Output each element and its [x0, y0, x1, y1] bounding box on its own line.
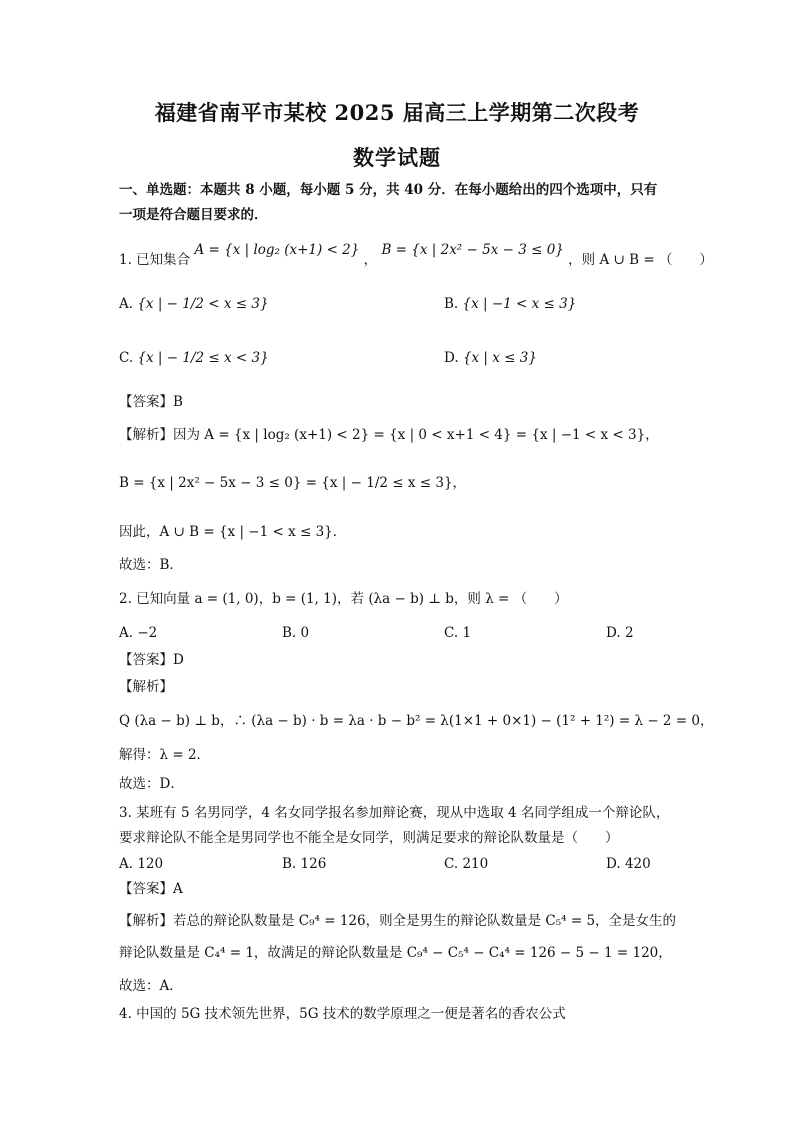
option-label: A. — [119, 856, 134, 872]
option-label: B. — [282, 856, 297, 872]
q1-option-d — [444, 348, 537, 368]
section-heading-line2: 一项是符合题目要求的． — [119, 207, 268, 223]
option-text: 126 — [300, 856, 327, 872]
q2-option-b — [282, 623, 309, 643]
option-text: 2 — [624, 625, 634, 641]
q2-choice: 故选：D． — [119, 776, 184, 792]
document-title: 福建省南平市某校 2025 届高三上学期第二次段考 — [154, 100, 640, 125]
option-text: 420 — [624, 856, 651, 872]
q2-answer: 【答案】D — [119, 652, 184, 668]
q3-option-c — [444, 854, 488, 874]
option-text: {x | − 1/2 ≤ x < 3} — [137, 350, 269, 366]
option-text: 120 — [137, 856, 164, 872]
q2-option-d — [606, 623, 634, 643]
option-label: D. — [444, 350, 459, 366]
document-subtitle: 数学试题 — [353, 145, 441, 170]
q2-analysis-label: 【解析】 — [119, 679, 173, 695]
q2-analysis-line1: Q (λa − b) ⊥ b，∴ (λa − b) · b = λa · b − b² = λ(1×1 + 0×1) − (1² + 1²) = λ − 2 = 0， — [119, 713, 714, 729]
q4-stem: 4. 中国的 5G 技术领先世界，5G 技术的数学原理之一便是著名的香农公式 — [119, 1006, 566, 1022]
q1-answer: 【答案】B — [119, 394, 183, 410]
option-label: D. — [606, 856, 621, 872]
option-label: D. — [606, 625, 621, 641]
q3-stem-line2: 要求辩论队不能全是男同学也不能全是女同学，则满足要求的辩论队数量是（ ） — [119, 830, 619, 846]
option-text: 1 — [462, 625, 472, 641]
option-text: 0 — [300, 625, 310, 641]
q1-stem-suffix: ，则 A ∪ B = （ ） — [568, 252, 713, 268]
q2-option-c — [444, 623, 471, 643]
q1-stem — [119, 242, 713, 270]
q1-stem-prefix: 1. 已知集合 — [119, 252, 191, 268]
option-text: {x | − 1/2 < x ≤ 3} — [137, 296, 269, 312]
option-label: A. — [119, 625, 134, 641]
q2-stem: 2. 已知向量 a = (1, 0)，b = (1, 1)，若 (λa − b) ⊥ b，则 λ = （ ） — [119, 591, 568, 607]
q3-stem-line1: 3. 某班有 5 名男同学，4 名女同学报名参加辩论赛，现从中选取 4 名同学组成一个辩论队， — [119, 805, 670, 821]
section-heading-line1: 一、单选题：本题共 8 小题，每小题 5 分，共 40 分．在每小题给出的四个选项中，只有 — [119, 182, 658, 198]
q3-analysis-line2: 辩论队数量是 C₄⁴ = 1，故满足的辩论队数量是 C₉⁴ − C₅⁴ − C₄⁴ = 126 − 5 − 1 = 120， — [119, 945, 672, 961]
option-text: −2 — [137, 625, 158, 641]
q3-option-a — [119, 854, 163, 874]
q3-analysis-line1: 【解析】若总的辩论队数量是 C₉⁴ = 126，则全是男生的辩论队数量是 C₅⁴ = 5，全是女生的 — [119, 913, 677, 929]
q3-option-b — [282, 854, 326, 874]
option-text: 210 — [462, 856, 489, 872]
q3-choice: 故选：A． — [119, 978, 183, 994]
q1-analysis-line3: 因此，A ∪ B = {x | −1 < x ≤ 3}． — [119, 524, 347, 540]
option-label: C. — [119, 350, 134, 366]
q1-analysis-line1: 【解析】因为 A = {x | log₂ (x+1) < 2} = {x | 0 < x+1 < 4} = {x | −1 < x < 3}， — [119, 427, 659, 443]
q1-analysis-line2: B = {x | 2x² − 5x − 3 ≤ 0} = {x | − 1/2 ≤ x ≤ 3}， — [119, 475, 467, 491]
option-label: C. — [444, 856, 459, 872]
option-label: B. — [444, 296, 459, 312]
q2-option-a — [119, 623, 157, 643]
q2-analysis-line2: 解得：λ = 2． — [119, 747, 211, 763]
q1-option-c — [119, 348, 269, 368]
q1-comma: ， — [363, 252, 378, 268]
option-text: {x | −1 < x ≤ 3} — [462, 296, 577, 312]
option-label: A. — [119, 296, 134, 312]
q3-option-d — [606, 854, 651, 874]
option-text: {x | x ≤ 3} — [462, 350, 537, 366]
option-label: C. — [444, 625, 459, 641]
q1-choice: 故选：B． — [119, 557, 183, 573]
q3-answer: 【答案】A — [119, 881, 183, 897]
option-label: B. — [282, 625, 297, 641]
q1-set-b: B = {x | 2x² − 5x − 3 ≤ 0} — [381, 242, 564, 258]
q1-option-a — [119, 294, 269, 314]
q1-option-b — [444, 294, 576, 314]
q1-set-a: A = {x | log₂ (x+1) < 2} — [194, 242, 360, 258]
